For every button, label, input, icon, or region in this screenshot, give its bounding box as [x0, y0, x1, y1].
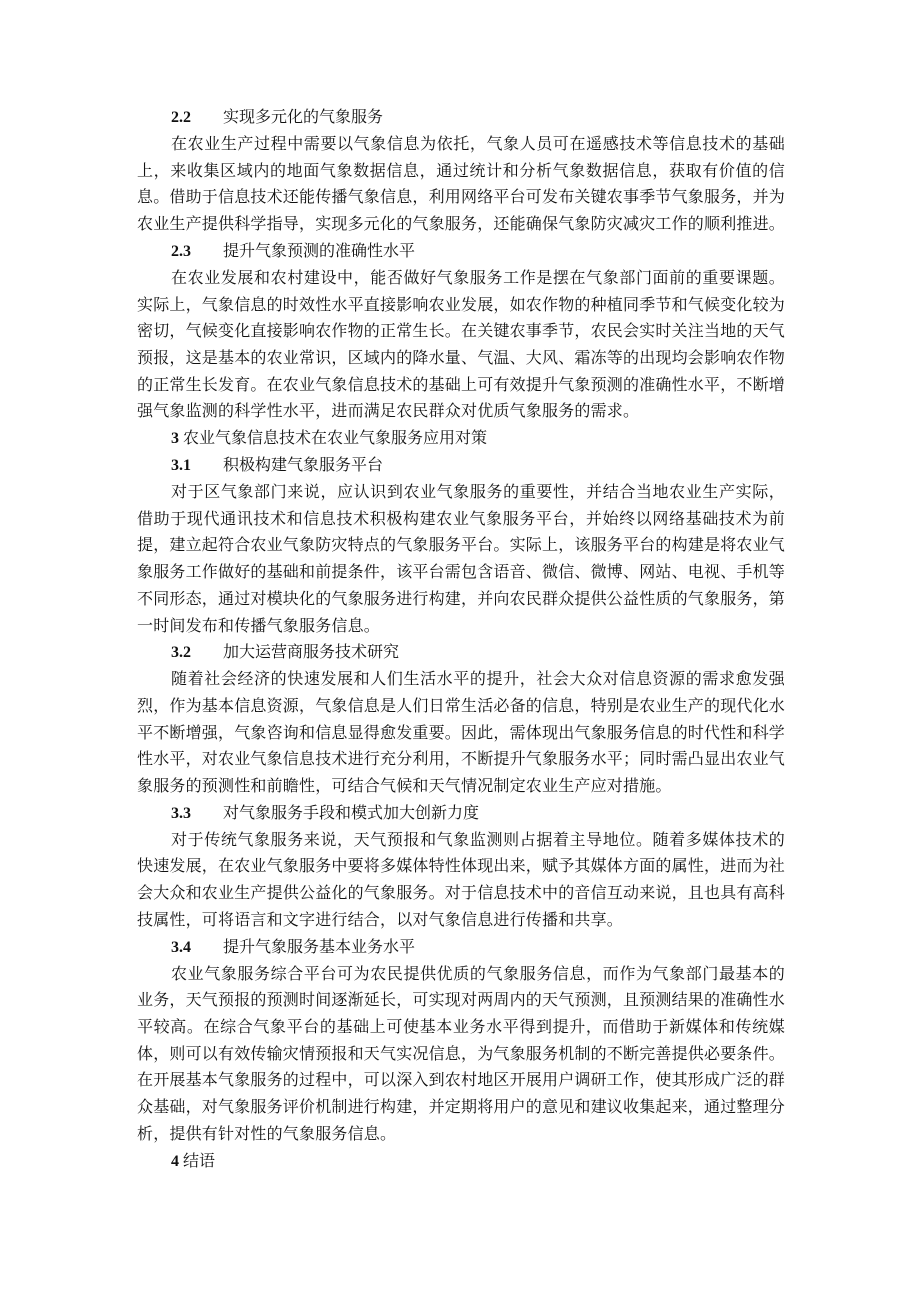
section-body-2-3: 在农业发展和农村建设中，能否做好气象服务工作是摆在气象部门面前的重要课题。实际上，气象信息的时效性水平直接影响农业发展，如农作物的种植同季节和气候变化较为密切，气候变化直接影响农作物的正常生长。在关键农事季节，农民会实时关注当地的天气预报，这是基本的农业常识，区域内的降水量、气温、大风、霜冻等的出现均会影响农作物的正常生长发育。在农业气象信息技术的基础上可有效提升气象预测的准确性水平，不断增强气象监测的科学性水平，进而满足农民群众对优质气象服务的需求。	[137, 267, 786, 421]
section-title: 实现多元化的气象服务	[223, 107, 384, 126]
section-heading-4	[137, 1148, 785, 1175]
section-heading-3-2	[137, 639, 785, 666]
document-page	[137, 104, 785, 1175]
section-number: 4	[171, 1152, 179, 1170]
section-heading-2-2	[137, 104, 785, 131]
section-title: 结语	[183, 1150, 216, 1170]
section-body-3-2: 随着社会经济的快速发展和人们生活水平的提升，社会大众对信息资源的需求愈发强烈，作为基本信息资源，气象信息是人们日常生活必备的信息，特别是农业生产的现代化水平不断增强，气象咨询和信息显得愈发重要。因此，需体现出气象服务信息的时代性和科学性水平，对农业气象信息技术进行充分利用，不断提升气象服务水平；同时需凸显出农业气象服务的预测性和前瞻性，可结合气候和天气情况制定农业生产应对措施。	[137, 669, 786, 796]
section-heading-3-4	[137, 934, 785, 961]
section-heading-3-1	[137, 452, 785, 479]
section-number: 3.4	[171, 938, 191, 956]
section-title: 提升气象服务基本业务水平	[223, 936, 416, 956]
section-number: 3.3	[171, 804, 191, 822]
section-number: 3	[171, 430, 179, 448]
section-title: 积极构建气象服务平台	[223, 455, 384, 475]
section-title: 提升气象预测的准确性水平	[223, 240, 416, 260]
section-number: 2.3	[171, 242, 191, 260]
section-title: 对气象服务手段和模式加大创新力度	[223, 802, 480, 822]
section-body-3-1: 对于区气象部门来说，应认识到农业气象服务的重要性，并结合当地农业生产实际，借助于现代通讯技术和信息技术积极构建农业气象服务平台，并始终以网络基础技术为前提，建立起符合农业气象防灾特点的气象服务平台。实际上，该服务平台的构建是将农业气象服务工作做好的基础和前提条件，该平台需包含语音、微信、微博、网站、电视、手机等不同形态，通过对模块化的气象服务进行构建，并向农民群众提供公益性质的气象服务，第一时间发布和传播气象服务信息。	[137, 482, 786, 635]
section-heading-3	[137, 425, 785, 452]
section-body-3-4: 农业气象服务综合平台可为农民提供优质的气象服务信息，而作为气象部门最基本的业务，天气预报的预测时间逐渐延长，可实现对两周内的天气预测，且预测结果的准确性水平较高。在综合气象平台的基础上可使基本业务水平得到提升，而借助于新媒体和传统媒体，则可以有效传输灾情预报和天气实况信息，为气象服务机制的不断完善提供必要条件。在开展基本气象服务的过程中，可以深入到农村地区开展用户调研工作，使其形成广泛的群众基础，对气象服务评价机制进行构建，并定期将用户的意见和建议收集起来，通过整理分析，提供有针对性的气象服务信息。	[137, 963, 786, 1143]
section-heading-2-3	[137, 238, 785, 265]
section-body-2-2: 在农业生产过程中需要以气象信息为依托，气象人员可在遥感技术等信息技术的基础上，来收集区域内的地面气象数据信息，通过统计和分析气象数据信息，获取有价值的信息。借助于信息技术还能传播气象信息，利用网络平台可发布关键农事季节气象服务，并为农业生产提供科学指导，实现多元化的气象服务，还能确保气象防灾减灾工作的顺利推进。	[137, 134, 786, 234]
section-heading-3-3	[137, 800, 785, 827]
section-title: 加大运营商服务技术研究	[223, 642, 400, 662]
section-body-3-3: 对于传统气象服务来说，天气预报和气象监测则占据着主导地位。随着多媒体技术的快速发展，在农业气象服务中要将多媒体特性体现出来，赋予其媒体方面的属性，进而为社会大众和农业生产提供公益化的气象服务。对于信息技术中的音信互动来说，且也具有高科技属性，可将语言和文字进行结合，以对气象信息进行传播和共享。	[137, 829, 786, 929]
section-number: 3.1	[171, 457, 191, 475]
section-number: 3.2	[171, 644, 191, 662]
section-number: 2.2	[171, 109, 191, 126]
section-title: 农业气象信息技术在农业气象服务应用对策	[183, 428, 488, 448]
